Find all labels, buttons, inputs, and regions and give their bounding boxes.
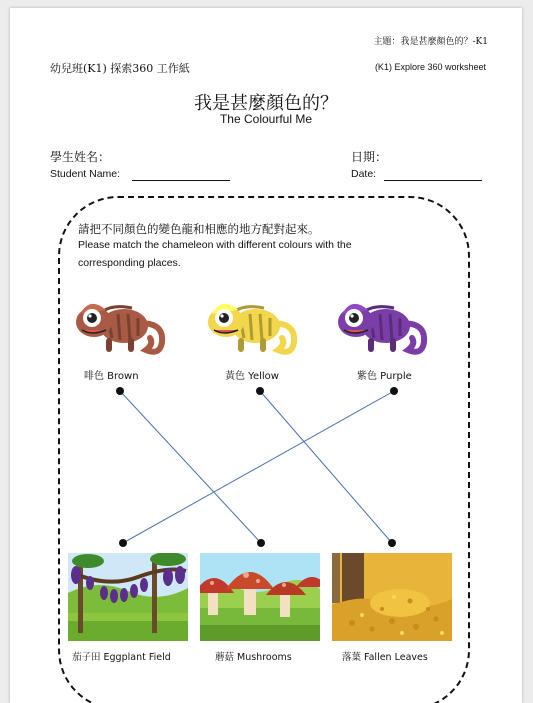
class-label: 幼兒班(K1) 探索360 工作紙 xyxy=(50,62,190,75)
instruction-zh: 請把不同顏色的變色龍和相應的地方配對起來。 xyxy=(78,222,320,236)
student-name-label-zh: 學生姓名： xyxy=(50,150,111,164)
match-line-yellow-leaves[interactable] xyxy=(260,391,392,543)
place-label-mushrooms: 蘑菇 Mushrooms xyxy=(215,652,292,663)
dot-mushrooms[interactable] xyxy=(257,539,265,547)
chameleon-label-brown: 啡色 Brown xyxy=(84,371,139,382)
dot-purple[interactable] xyxy=(390,387,398,395)
dot-eggplant[interactable] xyxy=(119,539,127,547)
page-title-zh: 我是甚麼顏色的？ xyxy=(194,93,338,114)
chameleon-label-yellow: 黃色 Yellow xyxy=(225,371,279,382)
dot-leaves[interactable] xyxy=(388,539,396,547)
date-label-en: Date: xyxy=(351,168,377,180)
worksheet-page xyxy=(10,8,522,703)
match-line-purple-eggplant[interactable] xyxy=(123,391,394,543)
page-title-en: The Colourful Me xyxy=(219,112,313,126)
topic-header: 主題：我是甚麼顏色的？-K1 xyxy=(373,37,488,47)
dot-brown[interactable] xyxy=(116,387,124,395)
instruction-en-line2: corresponding places. xyxy=(78,257,181,269)
match-line-brown-mushrooms[interactable] xyxy=(120,391,261,543)
instruction-en-line1: Please match the chameleon with different colours with the xyxy=(78,239,352,251)
eggplant-field-image xyxy=(68,553,188,641)
worksheet-label: (K1) Explore 360 worksheet xyxy=(374,62,486,72)
date-label-zh: 日期： xyxy=(351,150,388,164)
place-label-eggplant: 茄子田 Eggplant Field xyxy=(72,652,171,663)
place-label-leaves: 落葉 Fallen Leaves xyxy=(342,652,428,663)
student-name-label-en: Student Name: xyxy=(50,168,121,180)
mushrooms-image xyxy=(200,553,320,641)
fallen-leaves-image xyxy=(332,553,452,641)
dot-yellow[interactable] xyxy=(256,387,264,395)
chameleon-label-purple: 紫色 Purple xyxy=(357,371,412,382)
